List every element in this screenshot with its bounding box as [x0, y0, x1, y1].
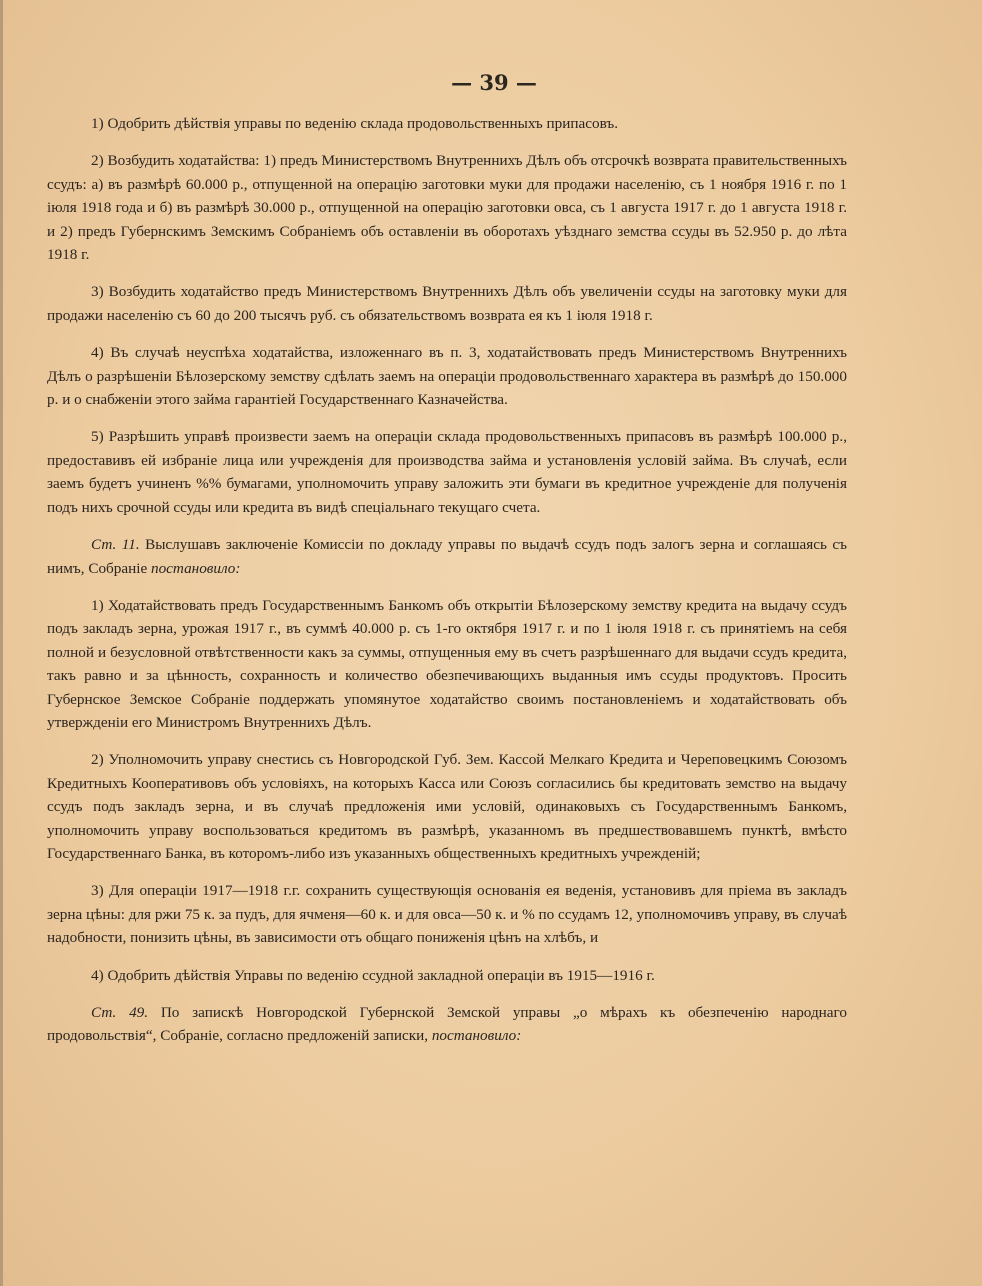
- paragraph-text: 2) Уполномочить управу снестись съ Новгородской Губ. Зем. Кассой Мелкаго Кредита и Череповецкимъ Союзомъ Кредитныхъ Кооперативовъ объ условіяхъ, на которыхъ Касса или Союзъ согласились бы кредитовать земство на выдачу ссудъ подъ закладъ зерна, и въ случаѣ предложенія ими условій, одинаковыхъ съ Государственнымъ Банкомъ, уполномочить управу воспользоваться кредитомъ въ размѣрѣ, указанномъ въ предшествовавшемъ пунктѣ, вмѣсто Государственнаго Банка, въ которомъ-либо изъ указанныхъ общественныхъ кредитныхъ учрежденій;: [47, 751, 847, 862]
- paragraph-4: [47, 341, 847, 411]
- resolution-word: постановило:: [431, 1027, 522, 1045]
- paragraph-6: [47, 594, 847, 734]
- paragraph-text: 4) Одобрить дѣйствія Управы по веденію ссудной закладной операціи въ 1915—1916 г.: [91, 966, 655, 984]
- document-body: [47, 112, 847, 1062]
- paragraph-text: По запискѣ Новгородской Губернской Земской управы „о мѣрахъ къ обезпеченію народнаго продовольствія“, Собраніе, согласно предложеній записки,: [47, 1004, 847, 1045]
- paragraph-2: [47, 149, 847, 266]
- paragraph-5: [47, 425, 847, 519]
- paragraph-9: [47, 964, 847, 987]
- paragraph-8: [47, 879, 847, 949]
- paragraph-7: [47, 748, 847, 865]
- paragraph-text: 3) Для операціи 1917—1918 г.г. сохранить существующія основанія ея веденія, установивъ для пріема въ закладъ зерна цѣны: для ржи 75 к. за пудъ, для ячменя—60 к. и для овса—50 к. и % по ссудамъ 12, уполномочивъ управу, въ случаѣ надобности, понизить цѣны, въ зависимости отъ общаго пониженія цѣнъ на хлѣбъ, и: [47, 882, 847, 947]
- paragraph-text: 1) Ходатайствовать предъ Государственнымъ Банкомъ объ открытіи Бѣлозерскому земству кредита на выдачу ссудъ подъ закладъ зерна, урожая 1917 г., въ суммѣ 40.000 р. съ 1-го октября 1917 г. и по 1 іюля 1918 г. съ принятіемъ на себя полной и безусловной отвѣтственности какъ за суммы, отпущенныя ему въ счетъ разрѣшеннаго для выдачи ссудъ кредита, такъ равно и за цѣнность, сохранность и количество обезпечивающихъ выданныя имъ ссуды продуктовъ. Просить Губернское Земское Собраніе поддержать упомянутое ходатайство своимъ постановленіемъ и ходатайствовать объ утвержденіи его Министромъ Внутреннихъ Дѣлъ.: [47, 596, 847, 731]
- article-49: [47, 1001, 847, 1048]
- paragraph-3: [47, 280, 847, 327]
- paragraph-text: 4) Въ случаѣ неуспѣха ходатайства, изложеннаго въ п. 3, ходатайствовать предъ Министерствомъ Внутреннихъ Дѣлъ о разрѣшеніи Бѣлозерскому земству сдѣлать заемъ на операціи продовольственнаго характера въ размѣрѣ до 150.000 р. и о снабженіи этого займа гарантіей Государственнаго Казначейства.: [47, 344, 847, 409]
- paragraph-text: 1) Одобрить дѣйствія управы по веденію склада продовольственныхъ припасовъ.: [91, 115, 619, 132]
- paragraph-1: [47, 112, 847, 135]
- resolution-word: постановило:: [150, 559, 241, 577]
- article-label: Ст. 49.: [91, 1004, 149, 1021]
- paragraph-text: 2) Возбудить ходатайства: 1) предъ Министерствомъ Внутреннихъ Дѣлъ объ отсрочкѣ возврата правительственныхъ ссудъ: а) въ размѣрѣ 60.000 р., отпущенной на операцію заготовки муки для продажи населенію, съ 1 ноября 1916 г. по 1 іюля 1918 года и б) въ размѣрѣ 30.000 р., отпущенной на операцію заготовки овса, съ 1 августа 1917 г. до 1 августа 1918 г. и 2) предъ Губернскимъ Земскимъ Собраніемъ объ оставленіи въ оборотахъ уѣзднаго земства ссуды въ 52.950 р. до лѣта 1918 г.: [47, 152, 847, 264]
- paragraph-text: 5) Разрѣшить управѣ произвести заемъ на операціи склада продовольственныхъ припасовъ въ размѣрѣ 100.000 р., предоставивъ ей избраніе лица или учрежденія для производства займа и установленія условій займа. Въ случаѣ, если заемъ будетъ учиненъ %% бумагами, уполномочить управу заложить эти бумаги въ кредитное учрежденіе для полученія подъ нихъ срочной ссуды или кредита въ видѣ спеціальнаго текущаго счета.: [47, 428, 847, 516]
- paragraph-text: 3) Возбудить ходатайство предъ Министерствомъ Внутреннихъ Дѣлъ объ увеличеніи ссуды на заготовку муки для продажи населенію съ 60 до 200 тысячъ руб. съ обязательствомъ возврата ея къ 1 іюля 1918 г.: [47, 283, 847, 324]
- article-11: [47, 533, 847, 580]
- article-label: Ст. 11.: [91, 536, 140, 554]
- paragraph-text: Выслушавъ заключеніе Комиссіи по докладу управы по выдачѣ ссудъ подъ залогъ зерна и соглашаясь съ нимъ, Собраніе: [47, 536, 847, 577]
- page-number: — 39 —: [451, 70, 537, 95]
